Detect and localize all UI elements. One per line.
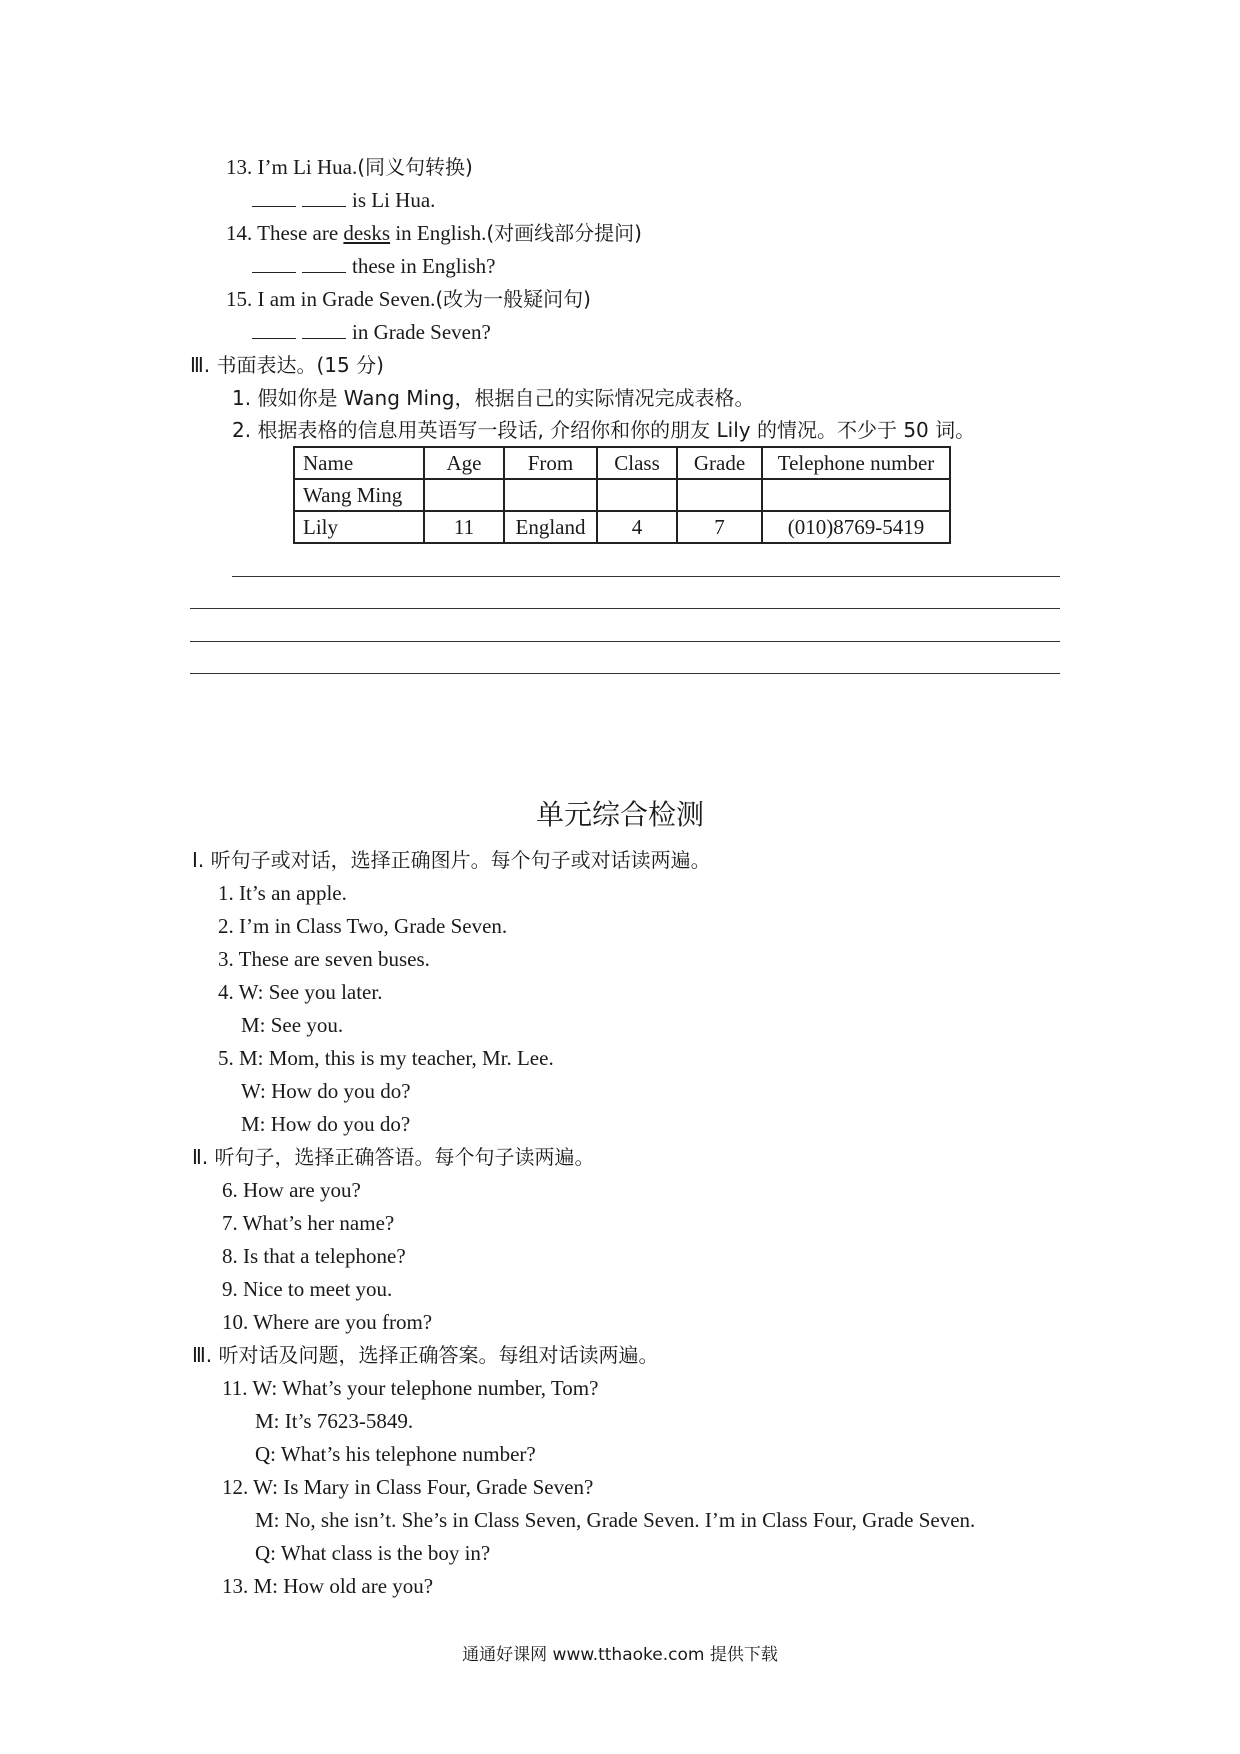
listening-line: 9. Nice to meet you.	[222, 1277, 393, 1301]
footer: 通通好课网 www.tthaoke.com 提供下载	[462, 1645, 778, 1665]
writing-instruction-2: 2. 根据表格的信息用英语写一段话, 介绍你和你的朋友 Lily 的情况。不少于 50 词。	[232, 418, 976, 442]
listening-line: M: How do you do?	[241, 1112, 411, 1136]
listening-line: 11. W: What’s your telephone number, Tom?	[222, 1376, 599, 1400]
table-cell: Lily	[294, 511, 424, 543]
table-row	[294, 511, 950, 543]
blank[interactable]	[302, 320, 346, 339]
writing-instruction-1: 1. 假如你是 Wang Ming，根据自己的实际情况完成表格。	[232, 386, 755, 410]
writing-line[interactable]	[190, 673, 1060, 674]
unit-test-title: 单元综合检测	[535, 798, 704, 831]
table-header: Telephone number	[762, 447, 950, 479]
listening-line: M: It’s 7623-5849.	[255, 1409, 414, 1433]
table-cell[interactable]	[424, 479, 504, 511]
section-heading-writing: Ⅲ. 书面表达。(15 分)	[190, 353, 384, 377]
table-header: Class	[597, 447, 677, 479]
listening-line: 10. Where are you from?	[222, 1310, 433, 1334]
listening-line: W: How do you do?	[241, 1079, 411, 1103]
blank[interactable]	[302, 254, 346, 273]
answer-13: is Li Hua.	[252, 188, 435, 212]
table-cell: 7	[677, 511, 762, 543]
table-header: Name	[294, 447, 424, 479]
listening-line: 1. It’s an apple.	[218, 881, 347, 905]
listening-line: 8. Is that a telephone?	[222, 1244, 406, 1268]
table-cell: England	[504, 511, 597, 543]
question-15: 15. I am in Grade Seven.(改为一般疑问句)	[226, 287, 591, 311]
listening-line: Q: What’s his telephone number?	[255, 1442, 536, 1466]
writing-line[interactable]	[190, 641, 1060, 642]
table-header: From	[504, 447, 597, 479]
blank[interactable]	[252, 320, 296, 339]
listening-line: 5. M: Mom, this is my teacher, Mr. Lee.	[218, 1046, 554, 1070]
listening-line: 2. I’m in Class Two, Grade Seven.	[218, 914, 508, 938]
listening-line: M: No, she isn’t. She’s in Class Seven, Grade Seven. I’m in Class Four, Grade Seven.	[255, 1508, 976, 1532]
table-cell[interactable]	[504, 479, 597, 511]
writing-line[interactable]	[190, 608, 1060, 609]
listening-line: 3. These are seven buses.	[218, 947, 430, 971]
listening-line: 7. What’s her name?	[222, 1211, 395, 1235]
table-cell: (010)8769-5419	[762, 511, 950, 543]
table-cell: Wang Ming	[294, 479, 424, 511]
listening-line: Q: What class is the boy in?	[255, 1541, 491, 1565]
listening-line: 6. How are you?	[222, 1178, 361, 1202]
table-header: Grade	[677, 447, 762, 479]
question-14: 14. These are desks in English.(对画线部分提问)	[226, 221, 642, 245]
info-table	[293, 446, 951, 544]
section-heading-3: Ⅲ. 听对话及问题，选择正确答案。每组对话读两遍。	[192, 1343, 659, 1367]
question-13: 13. I’m Li Hua.(同义句转换)	[226, 155, 473, 179]
table-row	[294, 479, 950, 511]
listening-line: 12. W: Is Mary in Class Four, Grade Seven?	[222, 1475, 594, 1499]
blank[interactable]	[302, 188, 346, 207]
blank[interactable]	[252, 254, 296, 273]
writing-line[interactable]	[232, 576, 1060, 577]
listening-line: M: See you.	[241, 1013, 344, 1037]
section-heading-1: Ⅰ. 听句子或对话，选择正确图片。每个句子或对话读两遍。	[192, 848, 711, 872]
table-cell[interactable]	[597, 479, 677, 511]
answer-15: in Grade Seven?	[252, 320, 491, 344]
table-cell[interactable]	[677, 479, 762, 511]
table-cell: 11	[424, 511, 504, 543]
blank[interactable]	[252, 188, 296, 207]
table-header-row	[294, 447, 950, 479]
answer-14: these in English?	[252, 254, 495, 278]
listening-line: 4. W: See you later.	[218, 980, 383, 1004]
table-header: Age	[424, 447, 504, 479]
section-heading-2: Ⅱ. 听句子，选择正确答语。每个句子读两遍。	[192, 1145, 595, 1169]
listening-line: 13. M: How old are you?	[222, 1574, 434, 1598]
table-cell[interactable]	[762, 479, 950, 511]
table-cell: 4	[597, 511, 677, 543]
